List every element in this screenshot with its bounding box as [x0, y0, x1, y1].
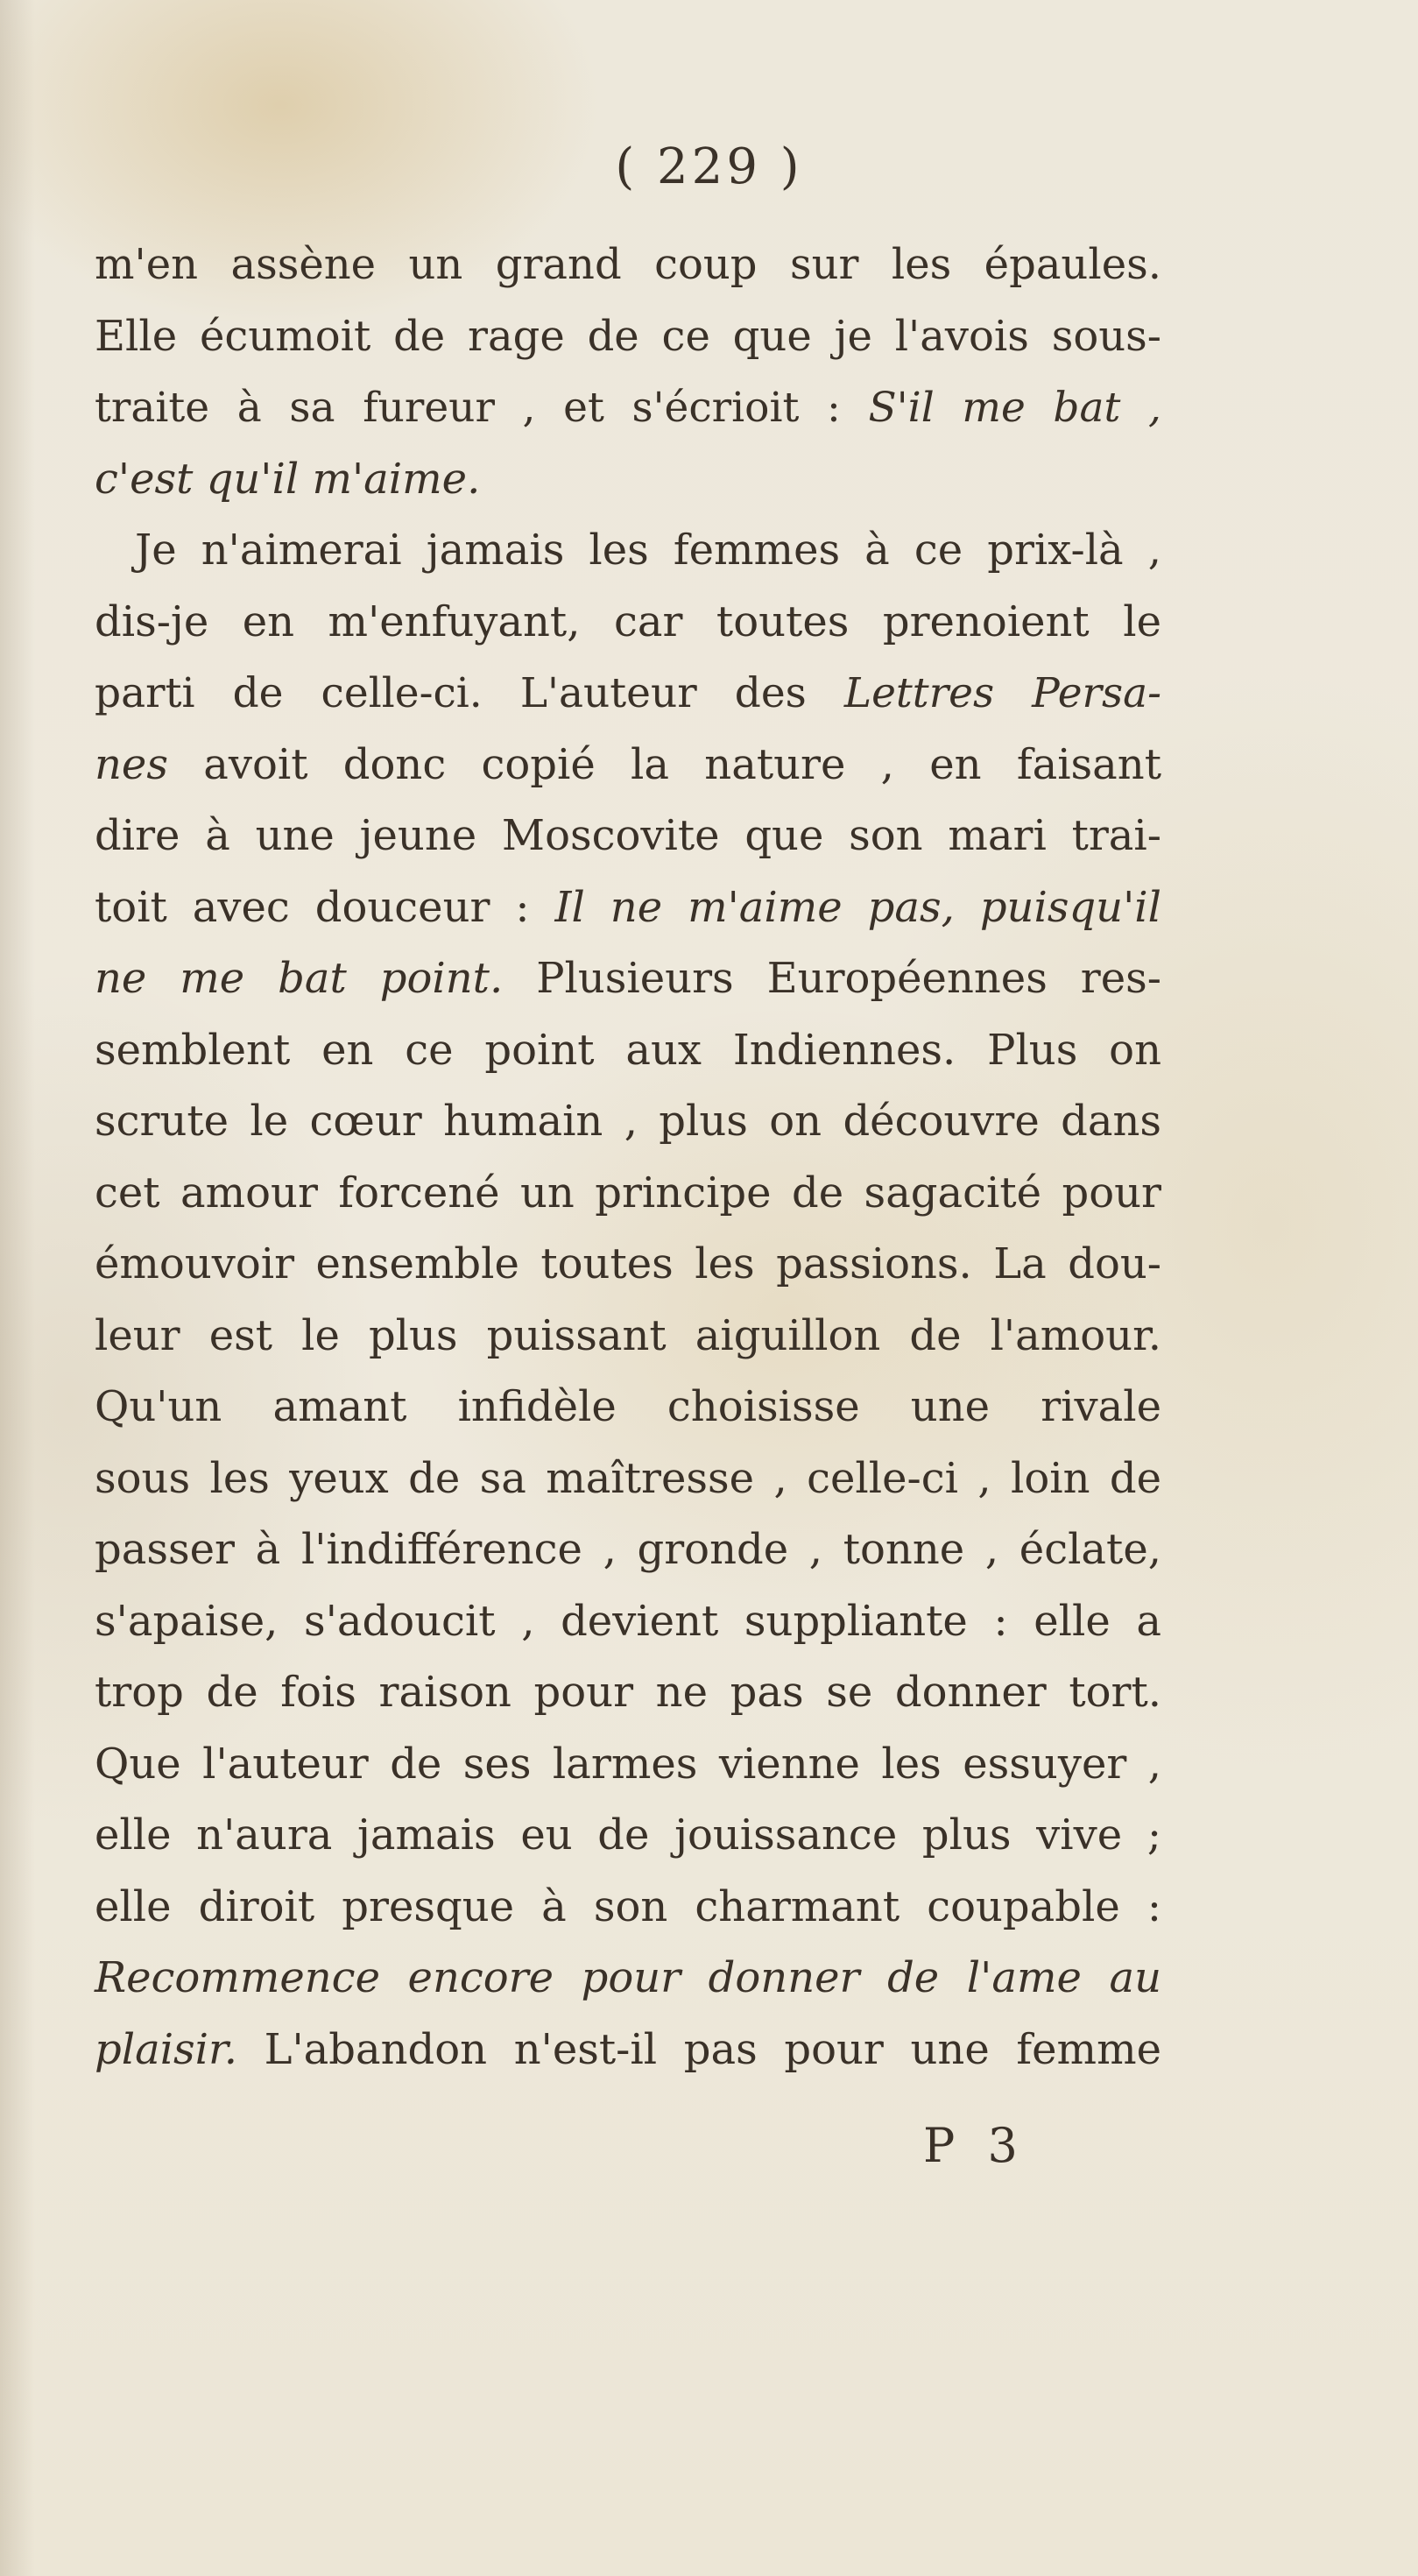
- italic-text: S'il me bat ,: [868, 384, 1161, 432]
- text-line: [95, 444, 1161, 516]
- text-line: [95, 1301, 1161, 1373]
- text-line: [95, 1158, 1161, 1230]
- text-line: [95, 2015, 1161, 2086]
- text-span: Qu'un amant infidèle choisisse une rivale: [95, 1382, 1161, 1431]
- text-line: [95, 1943, 1161, 2015]
- text-span: semblent en ce point aux Indiennes. Plus on: [95, 1025, 1161, 1075]
- text-span: sous les yeux de sa maîtresse , celle-ci , loin de: [95, 1453, 1161, 1503]
- text-span: Je n'aimerai jamais les femmes à ce prix-là ,: [135, 526, 1161, 575]
- text-line: [95, 872, 1161, 944]
- text-span: dire à une jeune Moscovite que son mari trai-: [95, 811, 1161, 860]
- text-line: [95, 1586, 1161, 1658]
- text-line: [95, 1872, 1161, 1944]
- italic-text: Il ne m'aime pas, puisqu'il: [554, 882, 1161, 932]
- text-span: trop de fois raison pour ne pas se donner tort.: [95, 1668, 1161, 1717]
- text-line: [95, 372, 1161, 444]
- text-line: [95, 1800, 1161, 1872]
- text-span: m'en assène un grand coup sur les épaules.: [95, 240, 1161, 289]
- italic-text: c'est qu'il m'aime.: [95, 454, 481, 504]
- text-line: [95, 301, 1161, 373]
- text-line: [95, 1372, 1161, 1443]
- italic-text: Lettres Persa-: [843, 669, 1161, 717]
- signature-mark: P 3: [923, 2118, 1026, 2173]
- text-span: passer à l'indifférence , gronde , tonne , éclate,: [95, 1525, 1161, 1574]
- text-line: [95, 1514, 1161, 1586]
- text-span: dis-je en m'enfuyant, car toutes prenoient le: [95, 596, 1161, 646]
- text-span: toit avec douceur :: [95, 882, 555, 932]
- text-span: Plusieurs Européennes res-: [503, 954, 1161, 1003]
- text-span: cet amour forcené un principe de sagacité pour: [95, 1168, 1161, 1217]
- text-span: leur est le plus puissant aiguillon de l'amour.: [95, 1310, 1161, 1360]
- italic-text: ne me bat point.: [95, 954, 504, 1003]
- text-line: [95, 229, 1161, 301]
- text-line: [95, 1729, 1161, 1801]
- text-span: L'abandon n'est-il pas pour une femme: [236, 2024, 1161, 2074]
- page-number: ( 229 ): [615, 138, 803, 195]
- text-line: [95, 658, 1161, 730]
- italic-text: nes: [95, 739, 168, 789]
- text-line: [95, 1443, 1161, 1515]
- text-span: elle n'aura jamais eu de jouissance plus vive ;: [95, 1810, 1161, 1860]
- text-line: [95, 587, 1161, 659]
- text-span: Elle écumoit de rage de ce que je l'avois sous-: [95, 311, 1161, 361]
- text-span: parti de celle-ci. L'auteur des: [95, 669, 844, 717]
- text-span: traite à sa fureur , et s'écrioit :: [95, 384, 869, 432]
- text-span: Que l'auteur de ses larmes vienne les essuyer ,: [95, 1739, 1161, 1789]
- gutter-shadow: [0, 0, 35, 2576]
- text-line: [95, 730, 1161, 801]
- text-line: [95, 1229, 1161, 1301]
- text-line: [95, 515, 1161, 587]
- italic-text: Recommence encore pour donner de l'ame au: [95, 1953, 1161, 2002]
- text-line: [95, 1657, 1161, 1729]
- body-text: [95, 229, 1161, 2086]
- italic-text: plaisir.: [95, 2024, 237, 2074]
- text-line: [95, 801, 1161, 872]
- text-line: [95, 1086, 1161, 1158]
- text-span: elle diroit presque à son charmant coupable :: [95, 1881, 1161, 1931]
- text-span: avoit donc copié la nature , en faisant: [167, 739, 1161, 789]
- text-span: s'apaise, s'adoucit , devient suppliante : elle a: [95, 1596, 1161, 1646]
- text-span: émouvoir ensemble toutes les passions. La dou-: [95, 1239, 1161, 1288]
- text-line: [95, 943, 1161, 1015]
- text-span: scrute le cœur humain , plus on découvre dans: [95, 1097, 1161, 1146]
- text-line: [95, 1015, 1161, 1087]
